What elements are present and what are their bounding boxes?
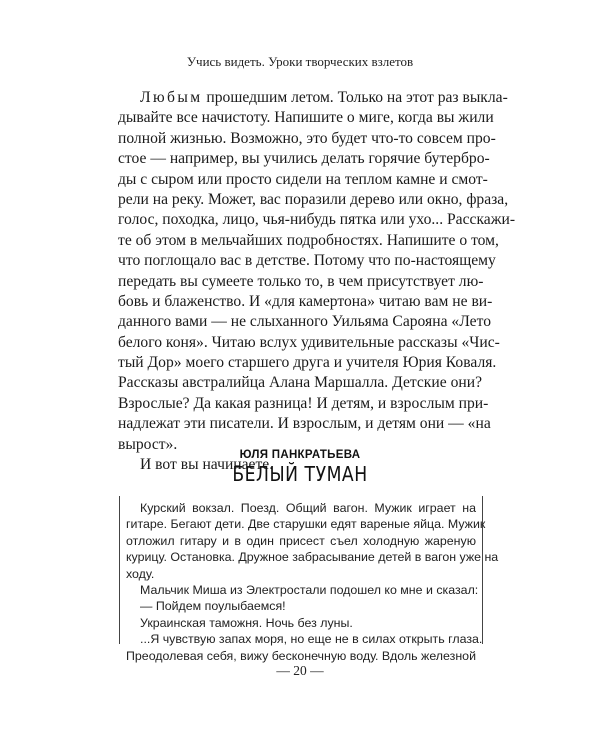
body-text — [118, 88, 516, 475]
body-line: рели на реку. Может, вас поразили дерево или окно, фраза, — [118, 190, 509, 208]
excerpt-line: Курский вокзал. Поезд. Общий вагон. Мужик играет на — [140, 501, 476, 515]
excerpt-line: ...Я чувствую запах моря, но еще не в силах открыть глаза. — [140, 632, 483, 647]
excerpt-line: — Пойдем поулыбаемся! — [140, 599, 286, 614]
story-excerpt-text — [126, 500, 499, 664]
body-line: стое — например, вы учились делать горячие бутербро- — [118, 150, 490, 168]
body-line: тый Дор» моего старшего друга и учителя Юрия Коваля. — [118, 354, 497, 372]
body-line: белого коня». Читаю вслух удивительные рассказы «Чис- — [118, 333, 500, 351]
running-head: Учись видеть. Уроки творческих взлетов — [186, 54, 414, 69]
body-line: Взрослые? Да какая разница! И детям, и взрослым при- — [118, 394, 489, 412]
excerpt-line: ходу. — [126, 566, 155, 581]
body-line: надлежат эти писатели. И взрослым, и детям они — «на — [118, 415, 491, 433]
body-line: Любым прошедшим летом. Только на этот раз выкла- — [140, 89, 508, 106]
body-line: передать вы сумеете только то, в чем присутствует лю- — [118, 272, 484, 290]
excerpt-line: отложил гитару и в один присест съел холодную жареную — [126, 533, 476, 548]
body-line: вырост». — [118, 435, 178, 453]
excerpt-line: гитаре. Бегают дети. Две старушки едят вареные яйца. Мужик — [126, 517, 486, 532]
body-line: ды с сыром или просто сидели на теплом камне и смот- — [118, 170, 488, 188]
page-number: — 20 — — [276, 663, 324, 678]
excerpt-line: Мальчик Миша из Электростали подошел ко мне и сказал: — [140, 582, 479, 597]
body-line: Рассказы австралийца Алана Маршалла. Детские они? — [118, 374, 482, 392]
body-line: дывайте все начистоту. Напишите о миге, когда вы жили — [118, 109, 494, 127]
body-closing-line: И вот вы начинаете. — [140, 456, 274, 474]
story-excerpt-box — [119, 496, 499, 663]
story-author: ЮЛЯ ПАНКРАТЬЕВА — [239, 449, 361, 461]
body-first-word: Любым — [140, 89, 203, 106]
body-line: что поглощало вас в детстве. Потому что по-настоящему — [118, 252, 496, 270]
excerpt-line: курицу. Остановка. Дружное забрасывание детей в вагон уже на — [126, 550, 499, 565]
body-line: бовь и блаженство. И «для камертона» читаю вам не ви- — [118, 292, 493, 310]
body-line: те об этом в мельчайших подробностях. Напишите о том, — [118, 231, 499, 249]
story-title: БЕЛЫЙ ТУМАН — [232, 462, 368, 486]
body-line: данного вами — не слыханного Уильяма Сарояна «Лето — [118, 313, 491, 331]
excerpt-line: Преодолевая себя, вижу бесконечную воду. Вдоль железной — [126, 648, 476, 663]
body-line: полной жизнью. Возможно, это будет что-то совсем про- — [118, 129, 496, 147]
excerpt-line: Украинская таможня. Ночь без луны. — [140, 615, 353, 630]
body-line: голос, походка, лицо, чья-нибудь пятка или ухо... Расскажи- — [118, 211, 516, 229]
